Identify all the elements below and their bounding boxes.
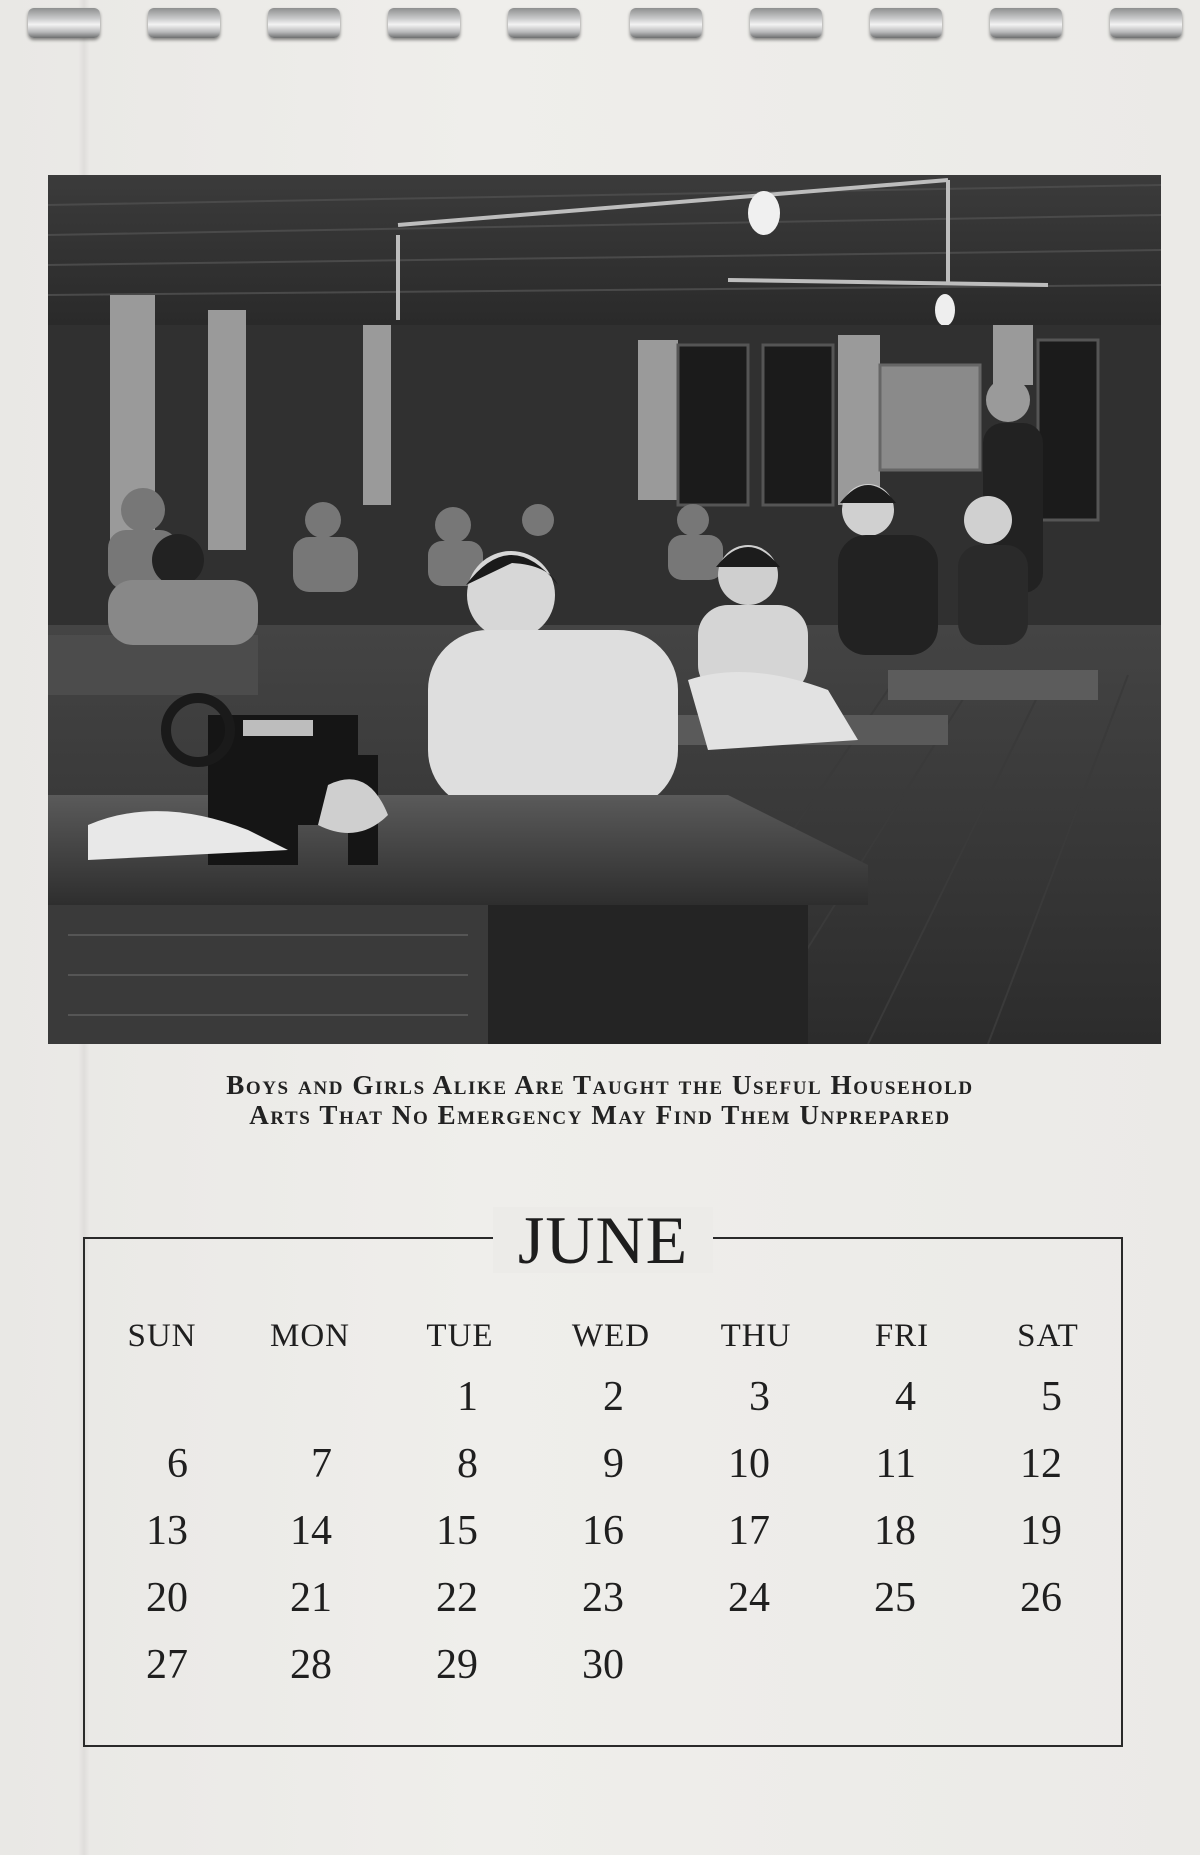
date-cell: 20: [146, 1575, 188, 1621]
spiral-binding: [0, 0, 1200, 50]
date-cell: 2: [603, 1374, 624, 1420]
photo-caption: [100, 1070, 1100, 1130]
date-cell: 24: [728, 1575, 770, 1621]
date-cell: 7: [311, 1441, 332, 1487]
date-cell: 25: [874, 1575, 916, 1621]
date-cell: 18: [874, 1508, 916, 1554]
binding-ring: [148, 8, 220, 38]
date-cell: 16: [582, 1508, 624, 1554]
weekday-header-wed: WED: [571, 1318, 651, 1354]
weekday-header-tue: TUE: [426, 1318, 494, 1354]
date-cell: 6: [167, 1441, 188, 1487]
date-cell: 21: [290, 1575, 332, 1621]
binding-ring: [990, 8, 1062, 38]
date-cell: 1: [457, 1374, 478, 1420]
date-cell: 22: [436, 1575, 478, 1621]
weekday-header-sat: SAT: [1017, 1318, 1079, 1354]
date-cell: 28: [290, 1642, 332, 1688]
date-cell: 8: [457, 1441, 478, 1487]
binding-ring: [870, 8, 942, 38]
date-cell: 13: [146, 1508, 188, 1554]
weekday-header-mon: MON: [269, 1318, 350, 1354]
date-cell: 9: [603, 1441, 624, 1487]
date-cell: 12: [1020, 1441, 1062, 1487]
binding-ring: [750, 8, 822, 38]
date-cell: 5: [1041, 1374, 1062, 1420]
date-cell: 29: [436, 1642, 478, 1688]
binding-ring: [1110, 8, 1182, 38]
date-cell: 19: [1020, 1508, 1062, 1554]
weekday-header-fri: FRI: [874, 1318, 930, 1354]
binding-ring: [508, 8, 580, 38]
binding-ring: [28, 8, 100, 38]
date-cell: 23: [582, 1575, 624, 1621]
classroom-photograph: [48, 175, 1161, 1044]
caption-line-1: Boys and Girls Alike Are Taught the Useful Household: [226, 1070, 974, 1100]
month-title: JUNE: [493, 1207, 713, 1273]
sewing-class-illustration: [48, 175, 1161, 1044]
weekday-header-thu: THU: [720, 1318, 792, 1354]
date-cell: 14: [290, 1508, 332, 1554]
caption-line-2: Arts That No Emergency May Find Them Unprepared: [249, 1100, 951, 1130]
weekday-header-sun: SUN: [127, 1318, 197, 1354]
date-cell: 4: [895, 1374, 916, 1420]
date-cell: 27: [146, 1642, 188, 1688]
date-cell: 3: [749, 1374, 770, 1420]
date-cell: 11: [875, 1441, 916, 1487]
binding-ring: [268, 8, 340, 38]
binding-ring: [388, 8, 460, 38]
date-cell: 17: [728, 1508, 770, 1554]
date-cell: 30: [582, 1642, 624, 1688]
date-cell: 15: [436, 1508, 478, 1554]
binding-ring: [630, 8, 702, 38]
date-cell: 26: [1020, 1575, 1062, 1621]
date-cell: 10: [728, 1441, 770, 1487]
